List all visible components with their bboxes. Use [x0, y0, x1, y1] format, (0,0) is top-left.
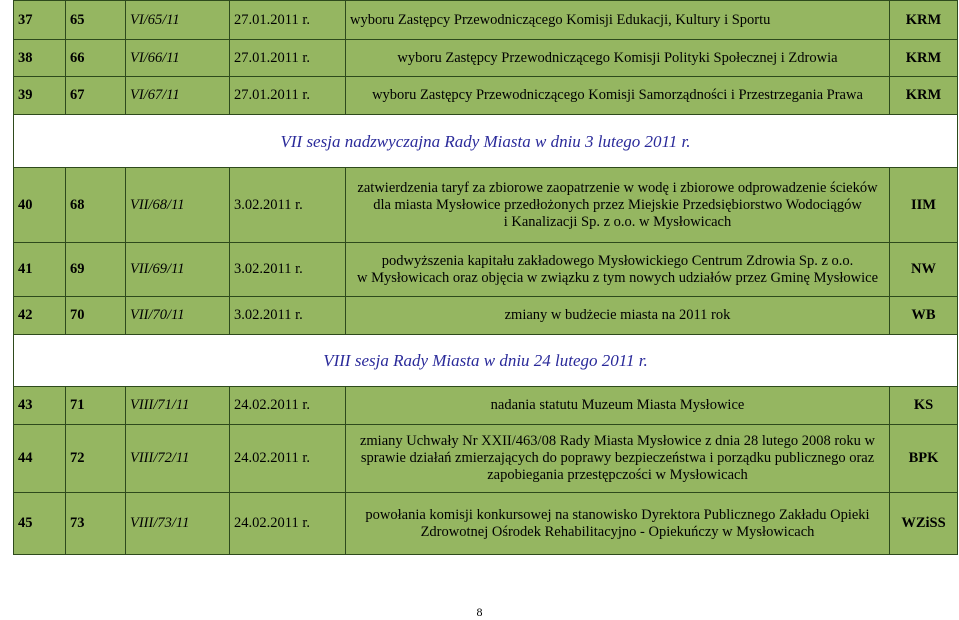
resolution-number: 68: [66, 168, 126, 243]
row-number: 44: [14, 425, 66, 493]
session-heading-viii: VIII sesja Rady Miasta w dniu 24 lutego 2011 r.: [14, 335, 958, 387]
resolution-date: 24.02.2011 r.: [230, 493, 346, 555]
resolution-date: 24.02.2011 r.: [230, 425, 346, 493]
subject-line: zmiany w budżecie miasta na 2011 rok: [504, 307, 731, 323]
resolution-number: 65: [66, 1, 126, 40]
resolution-date: 3.02.2011 r.: [230, 243, 346, 297]
resolution-subject: [346, 40, 890, 77]
committee-code: BPK: [890, 425, 958, 493]
resolution-number: 73: [66, 493, 126, 555]
subject-line: podwyższenia kapitału zakładowego Mysłowickiego Centrum Zdrowia Sp. z o.o.: [381, 252, 854, 269]
resolution-subject: [346, 168, 890, 243]
resolution-row: [14, 168, 958, 243]
committee-code: KRM: [890, 1, 958, 40]
resolution-row: [14, 243, 958, 297]
resolution-date: 3.02.2011 r.: [230, 297, 346, 335]
page-number: 8: [476, 605, 483, 619]
committee-code: IIM: [890, 168, 958, 243]
committee-code: KS: [890, 387, 958, 425]
subject-line: zatwierdzenia taryf za zbiorowe zaopatrzenie w wodę i zbiorowe odprowadzenie ścieków: [357, 179, 878, 196]
resolution-signature: VI/67/11: [126, 77, 230, 115]
resolution-number: 67: [66, 77, 126, 115]
subject-line: Zdrowotnej Ośrodek Rehabilitacyjno - Opiekuńczy w Mysłowicach: [420, 523, 815, 540]
committee-code: WB: [890, 297, 958, 335]
resolution-date: 27.01.2011 r.: [230, 40, 346, 77]
subject-line: i Kanalizacji Sp. z o.o. w Mysłowicach: [503, 213, 732, 230]
resolution-date: 3.02.2011 r.: [230, 168, 346, 243]
resolution-row: [14, 387, 958, 425]
subject-line: powołania komisji konkursowej na stanowisko Dyrektora Publicznego Zakładu Opieki: [365, 506, 870, 523]
resolution-subject: [346, 493, 890, 555]
row-number: 37: [14, 1, 66, 40]
subject-line: wyboru Zastępcy Przewodniczącego Komisji Polityki Społecznej i Zdrowia: [397, 49, 838, 66]
resolution-subject: [346, 243, 890, 297]
row-number: 40: [14, 168, 66, 243]
resolution-row: [14, 425, 958, 493]
committee-code: WZiSS: [890, 493, 958, 555]
resolution-signature: VII/69/11: [126, 243, 230, 297]
row-number: 45: [14, 493, 66, 555]
resolution-number: 70: [66, 297, 126, 335]
resolution-subject: [346, 1, 890, 40]
resolution-signature: VIII/71/11: [126, 387, 230, 425]
resolution-signature: VII/70/11: [126, 297, 230, 335]
resolution-number: 66: [66, 40, 126, 77]
resolution-date: 27.01.2011 r.: [230, 77, 346, 115]
resolution-signature: VI/66/11: [126, 40, 230, 77]
subject-line: dla miasta Mysłowice przedłożonych przez Miejskie Przedsiębiorstwo Wodociągów: [373, 196, 862, 213]
subject-line: wyboru Zastępcy Przewodniczącego Komisji Edukacji, Kultury i Sportu: [350, 11, 771, 28]
committee-code: KRM: [890, 40, 958, 77]
resolutions-table: [13, 0, 958, 555]
resolution-date: 24.02.2011 r.: [230, 387, 346, 425]
row-number: 41: [14, 243, 66, 297]
resolution-subject: [346, 77, 890, 115]
subject-line: wyboru Zastępcy Przewodniczącego Komisji Samorządności i Przestrzegania Prawa: [372, 87, 863, 103]
resolution-row: [14, 297, 958, 335]
committee-code: KRM: [890, 77, 958, 115]
subject-line: zapobiegania przestępczości w Mysłowicach: [487, 467, 748, 483]
subject-line: sprawie działań zmierzających do poprawy bezpieczeństwa i porządku publicznego oraz: [360, 450, 875, 466]
resolution-number: 69: [66, 243, 126, 297]
session-heading-vii: VII sesja nadzwyczajna Rady Miasta w dniu 3 lutego 2011 r.: [14, 115, 958, 168]
row-number: 43: [14, 387, 66, 425]
row-number: 38: [14, 40, 66, 77]
resolution-date: 27.01.2011 r.: [230, 1, 346, 40]
resolution-number: 71: [66, 387, 126, 425]
resolution-row: [14, 77, 958, 115]
subject-line: w Mysłowicach oraz objęcia w związku z tym nowych udziałów przez Gminę Mysłowice: [356, 269, 879, 286]
resolution-subject: [346, 425, 890, 493]
committee-code: NW: [890, 243, 958, 297]
resolution-row: [14, 493, 958, 555]
resolution-row: [14, 40, 958, 77]
resolution-signature: VIII/73/11: [126, 493, 230, 555]
resolution-signature: VIII/72/11: [126, 425, 230, 493]
resolution-signature: VI/65/11: [126, 1, 230, 40]
resolution-number: 72: [66, 425, 126, 493]
row-number: 42: [14, 297, 66, 335]
subject-line: nadania statutu Muzeum Miasta Mysłowice: [490, 397, 745, 413]
subject-line: zmiany Uchwały Nr XXII/463/08 Rady Miasta Mysłowice z dnia 28 lutego 2008 roku w: [359, 433, 876, 449]
resolution-subject: [346, 297, 890, 335]
resolution-subject: [346, 387, 890, 425]
resolution-signature: VII/68/11: [126, 168, 230, 243]
row-number: 39: [14, 77, 66, 115]
resolution-row: [14, 1, 958, 40]
